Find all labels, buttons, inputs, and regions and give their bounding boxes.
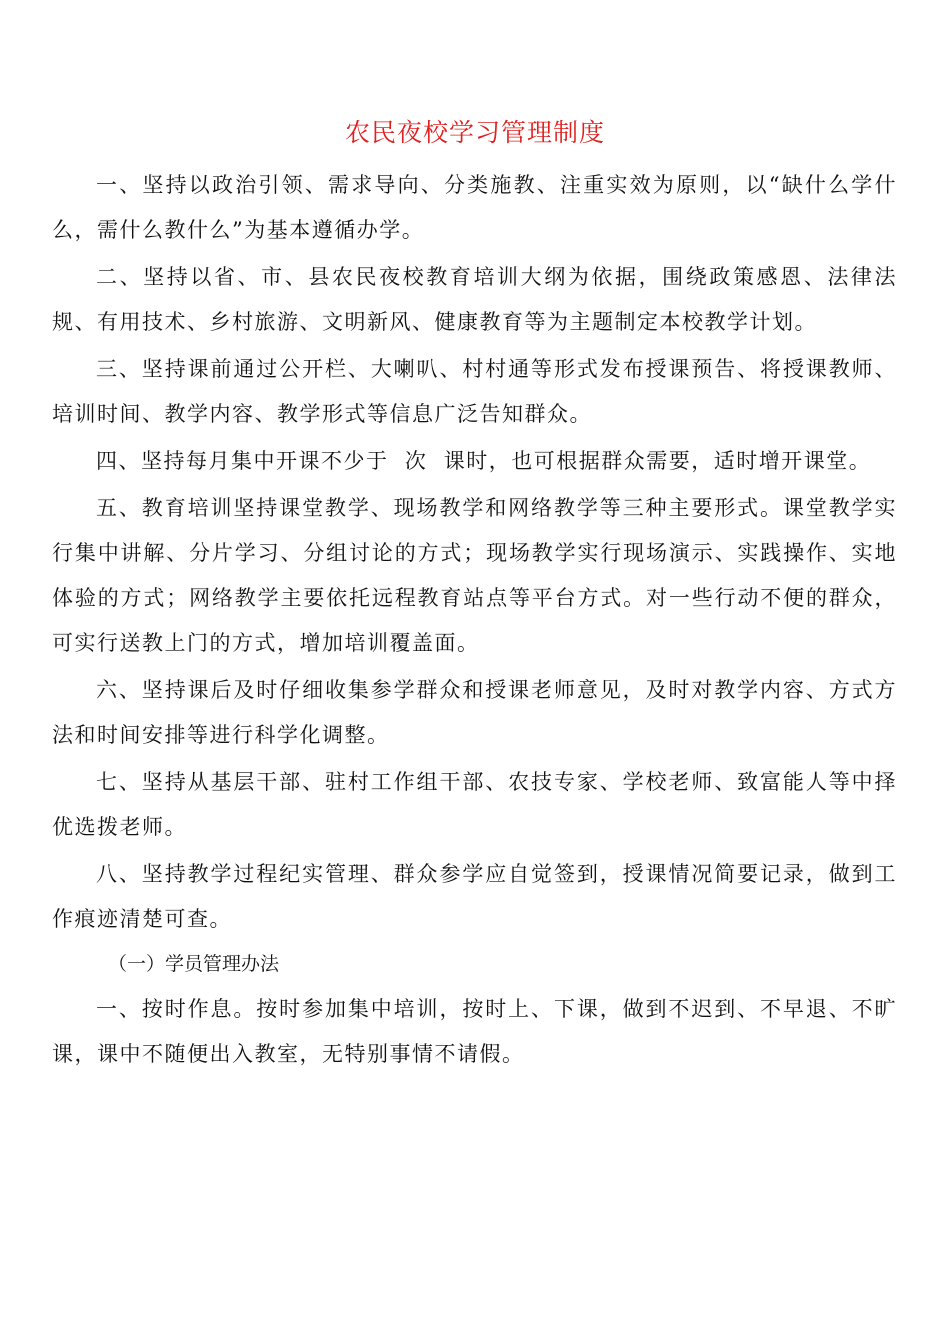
paragraph-5: 五、教育培训坚持课堂教学、现场教学和网络教学等三种主要形式。课堂教学实行集中讲解、分片学习、分组讨论的方式；现场教学实行现场演示、实践操作、实地体验的方式；网络教学主要依托远程教育站点等平台方式。对一些行动不便的群众，可实行送教上门的方式，增加培训覆盖面。 (52, 496, 897, 655)
paragraph-8: 八、坚持教学过程纪实管理、群众参学应自觉签到，授课情况简要记录，做到工作痕迹清楚可查。 (52, 862, 897, 931)
paragraph-4: 四、坚持每月集中开课不少于 次 课时，也可根据群众需要，适时增开课堂。 (96, 449, 872, 473)
paragraph-7: 七、坚持从基层干部、驻村工作组干部、农技专家、学校老师、致富能人等中择优选拨老师。 (52, 770, 897, 839)
paragraph-1: 一、坚持以政治引领、需求导向、分类施教、注重实效为原则，以“缺什么学什么，需什么教什么”为基本遵循办学。 (52, 173, 897, 242)
section-subheading: （一）学员管理办法 (108, 953, 280, 975)
document-body (52, 163, 897, 1077)
paragraph-2: 二、坚持以省、市、县农民夜校教育培训大纲为依据，围绕政策感恩、法律法规、有用技术、乡村旅游、文明新风、健康教育等为主题制定本校教学计划。 (52, 265, 897, 334)
document-title: 农民夜校学习管理制度 (344, 118, 605, 147)
paragraph-6: 六、坚持课后及时仔细收集参学群众和授课老师意见，及时对教学内容、方式方法和时间安排等进行科学化调整。 (52, 678, 897, 747)
paragraph-3: 三、坚持课前通过公开栏、大喇叭、村村通等形式发布授课预告、将授课教师、培训时间、教学内容、教学形式等信息广泛告知群众。 (52, 357, 897, 426)
sub-paragraph-1: 一、按时作息。按时参加集中培训，按时上、下课，做到不迟到、不早退、不旷课，课中不随便出入教室，无特别事情不请假。 (52, 997, 897, 1066)
